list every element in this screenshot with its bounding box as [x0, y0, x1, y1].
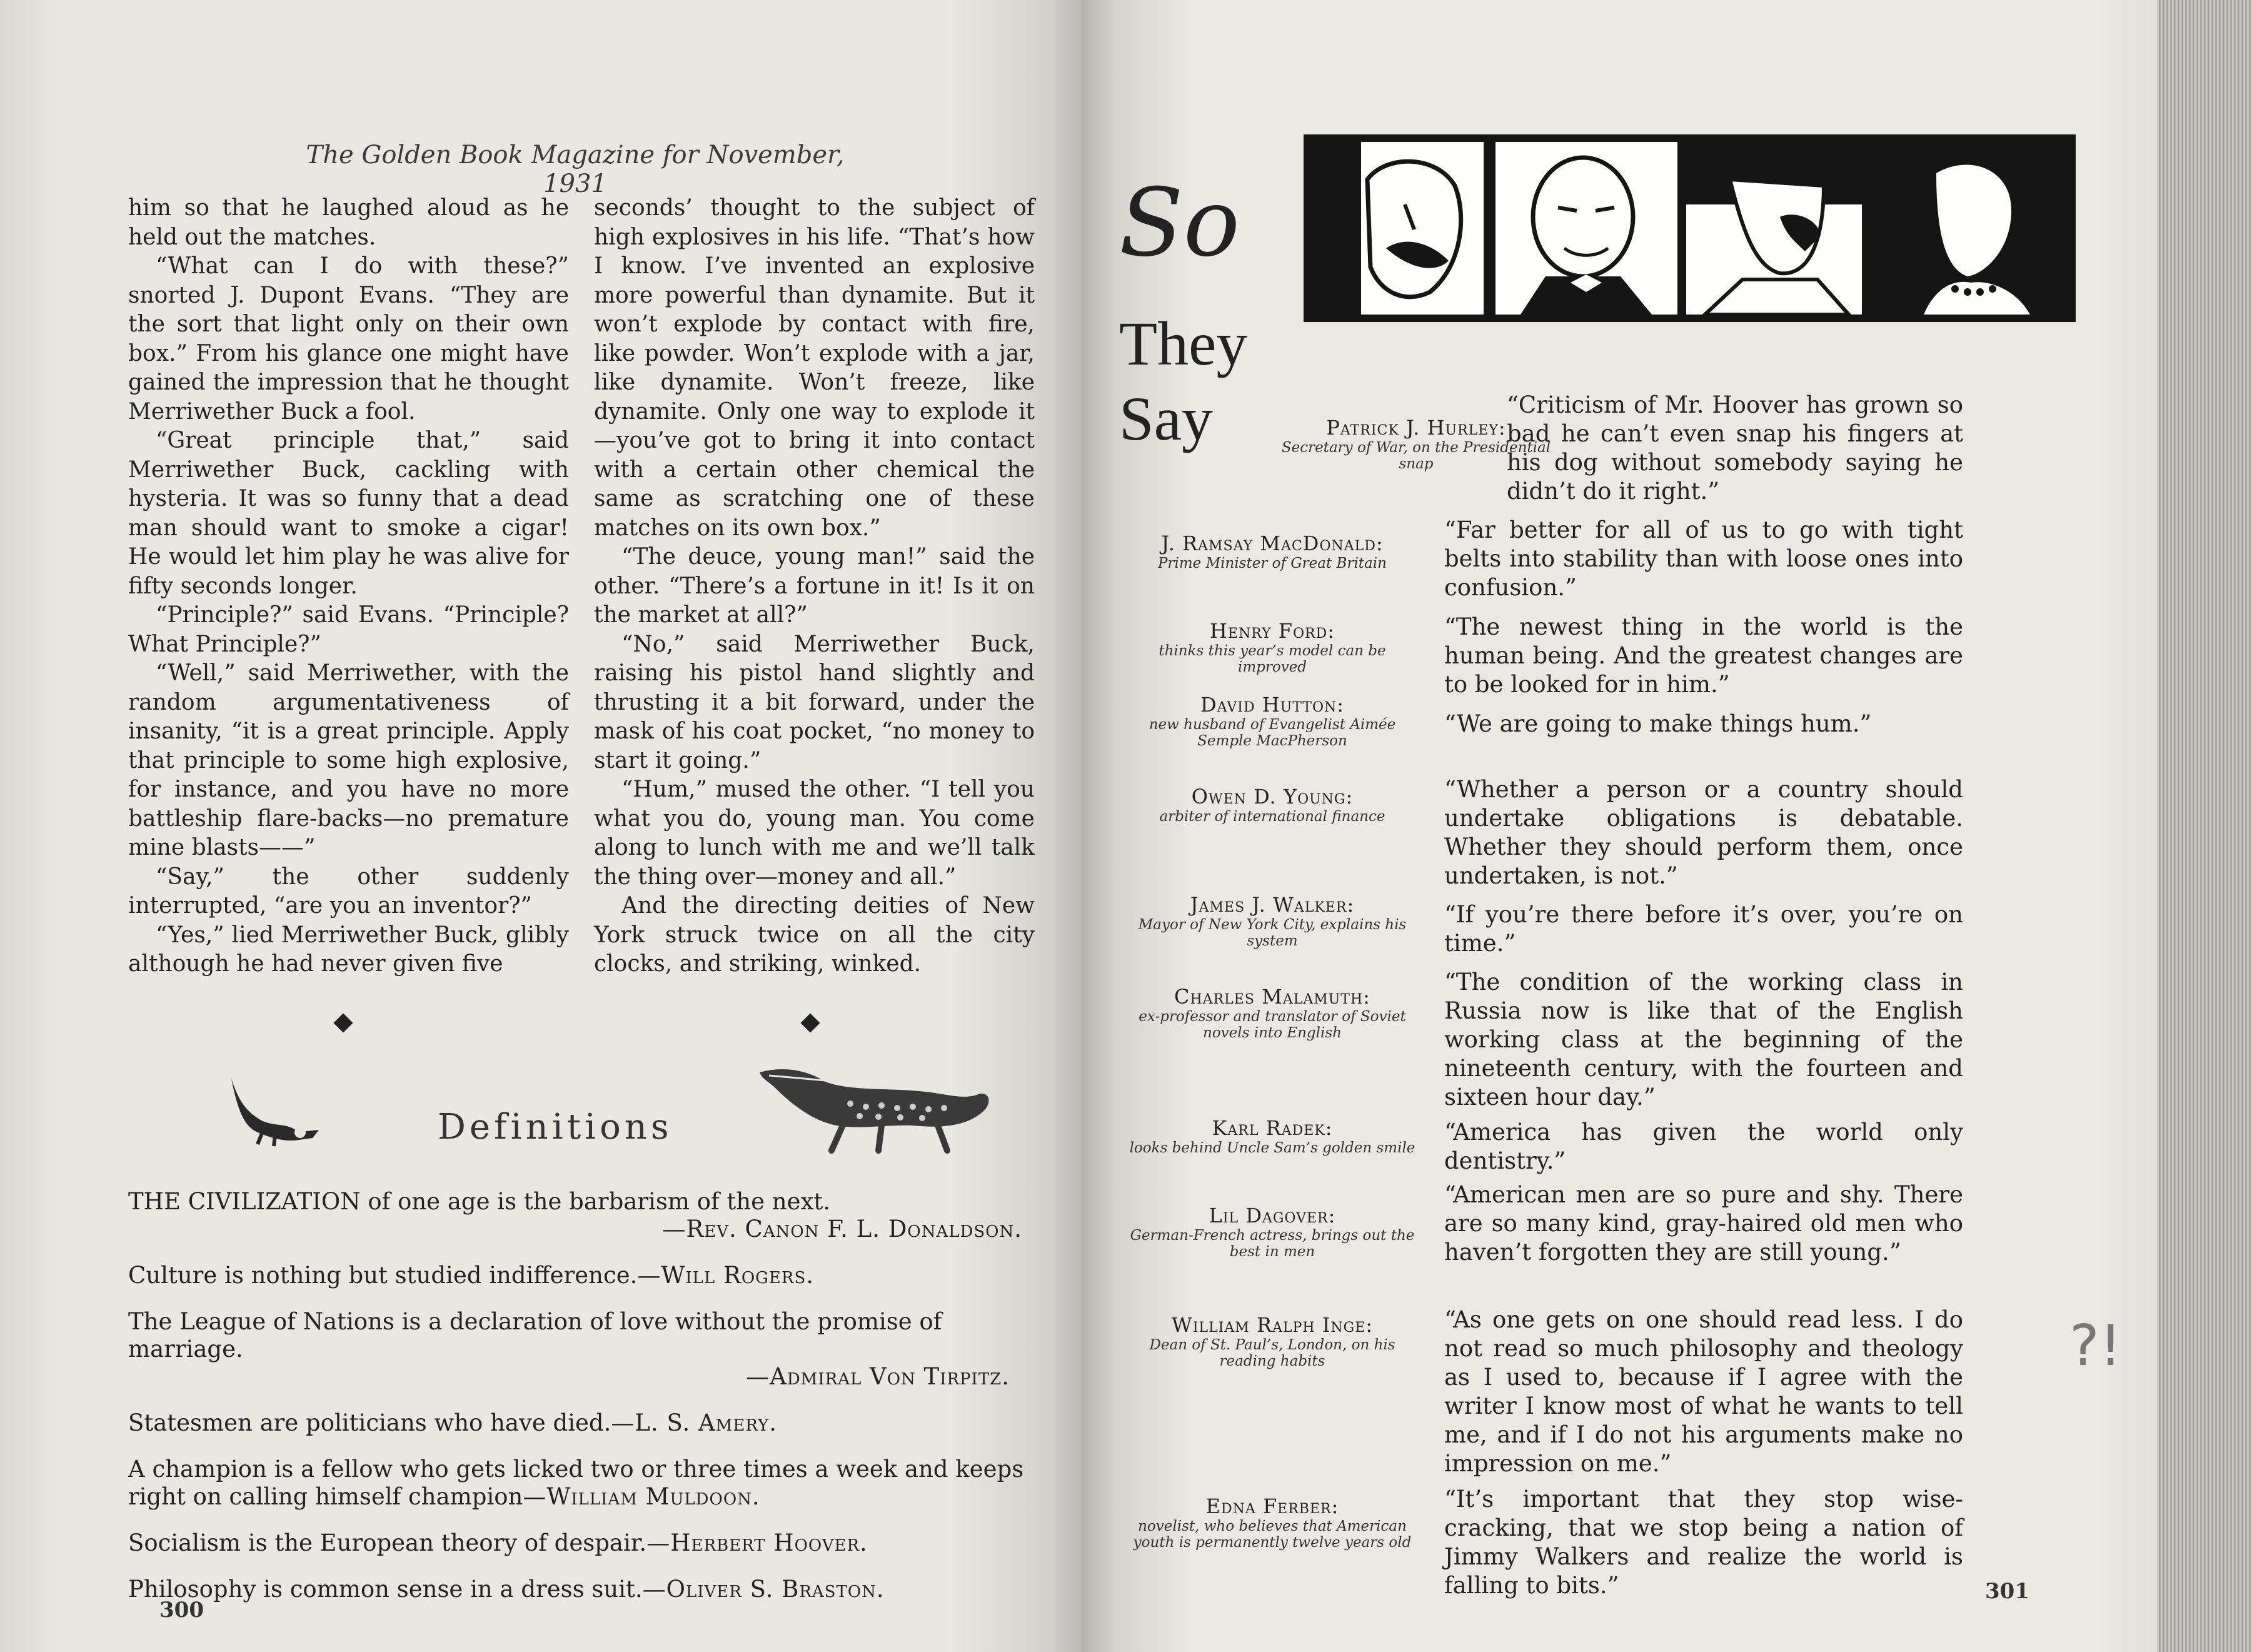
- running-head: The Golden Book Magazine for November, 1931: [306, 141, 845, 198]
- speaker-description: Secretary of War, on the Presidential snap: [1281, 440, 1551, 472]
- paragraph: “Principle?” said Evans. “Principle? What Principle?”: [128, 602, 569, 657]
- speaker-description: new husband of Evangelist Aimée Semple MacPherson: [1149, 717, 1396, 749]
- definition-attribution: —Rev. Canon F. L. Donaldson.: [662, 1216, 1022, 1242]
- speaker-name-text: Lil Dagover:: [1209, 1204, 1336, 1227]
- definition-text: The League of Nations is a declaration of love without the promise of marriage.: [128, 1308, 942, 1362]
- speaker-name: [1125, 1204, 1419, 1260]
- definition-attribution: —William Muldoon.: [523, 1483, 760, 1510]
- speaker-description: German-French actress, brings out the best in men: [1130, 1227, 1415, 1260]
- definition-text: Statesmen are politicians who have died.: [128, 1409, 611, 1436]
- speaker-name: [1125, 693, 1419, 749]
- section-title-so: So: [1119, 169, 1240, 278]
- definitions-list: [128, 1188, 1035, 1622]
- page-number: 301: [1985, 1579, 2029, 1604]
- speaker-name-text: William Ralph Inge:: [1171, 1313, 1374, 1337]
- speaker-name-text: Charles Malamuth:: [1174, 985, 1370, 1009]
- definition-text: Culture is nothing but studied indifference.: [128, 1262, 638, 1289]
- quote-text: “Criticism of Mr. Hoover has grown so bad he can’t even snap his fingers at his dog without somebody saying he didn’t do it right.”: [1507, 391, 1963, 505]
- speaker-name-text: Edna Ferber:: [1205, 1494, 1339, 1518]
- quote-text: “Whether a person or a country should undertake obligations is debatable. Whether they should perform them, once undertaken, is not.”: [1444, 776, 1963, 889]
- dog-illustration-icon: [225, 1072, 325, 1147]
- paragraph: “Hum,” mused the other. “I tell you what you do, young man. You come along to lunch with me and we’ll talk the thing over—money and all.”: [594, 777, 1035, 890]
- quote-text: “If you’re there before it’s over, you’re on time.”: [1444, 901, 1963, 957]
- speaker-description: Prime Minister of Great Britain: [1158, 555, 1387, 572]
- speaker-description: ex-professor and translator of Soviet novels into English: [1139, 1009, 1406, 1041]
- quote-text: “The newest thing in the world is the human being. And the greatest changes are to be looked for in him.”: [1444, 613, 1963, 698]
- speaker-name-text: J. Ramsay MacDonald:: [1161, 531, 1384, 555]
- quote-text: “We are going to make things hum.”: [1444, 710, 1872, 737]
- story-column-2: [594, 194, 1035, 979]
- speaker-description: looks behind Uncle Sam’s golden smile: [1129, 1140, 1415, 1156]
- definition-attribution: —Will Rogers.: [637, 1262, 815, 1289]
- speaker-name: [1125, 893, 1419, 949]
- story-column-1: [128, 194, 569, 979]
- speaker-name: [1125, 531, 1419, 572]
- definition-attribution: —Herbert Hoover.: [646, 1529, 868, 1556]
- speaker-description: thinks this year’s model can be improved: [1159, 643, 1386, 675]
- definition-text: Philosophy is common sense in a dress suit.: [128, 1576, 643, 1603]
- definition-lead: THE CIVILIZATION: [128, 1188, 361, 1215]
- portrait-caricature-icon: [1679, 134, 1869, 322]
- quote-text: “America has given the world only dentistry.”: [1444, 1119, 1963, 1174]
- speaker-name-text: Patrick J. Hurley:: [1326, 416, 1506, 440]
- definition-text: of one age is the barbarism of the next.: [360, 1188, 831, 1215]
- paragraph: “The deuce, young man!” said the other. “There’s a fortune in it! Is it on the market at all?”: [594, 544, 1035, 628]
- quote-text: “Far better for all of us to go with tight belts into stability than with loose ones into confusion.”: [1444, 516, 1963, 601]
- speaker-name-text: Karl Radek:: [1212, 1116, 1333, 1140]
- paragraph: “Well,” said Merriwether, with the random argumentativeness of insanity, “it is a great principle. Apply that principle to some high explosive, for instance, and you have no more battleship flare-backs—no premature mine blasts——”: [128, 660, 569, 860]
- quote-text: “It’s important that they stop wise-cracking, that we stop being a nation of Jimmy Walkers and realize the world is falling to bits.”: [1444, 1486, 1963, 1599]
- definition-item: [128, 1262, 1035, 1289]
- speaker-name: [1125, 785, 1419, 825]
- paragraph: And the directing deities of New York struck twice on all the city clocks, and striking, winked.: [594, 893, 1035, 977]
- definition-attribution: —Oliver S. Braston.: [642, 1576, 885, 1603]
- portrait-caricature-icon: [1304, 134, 1491, 322]
- quote-text: “As one gets on one should read less. I do not read so much philosophy and theology as I used to, because if I agree with the writer I know most of what he wants to tell me, and if I do not his arguments make no impression on me.”: [1444, 1306, 1963, 1477]
- definition-item: [128, 1529, 1035, 1557]
- paragraph: “Yes,” lied Merriwether Buck, glibly although he had never given five: [128, 922, 569, 977]
- handwritten-margin-note: ?!: [2069, 1313, 2122, 1379]
- definitions-title: Definitions: [438, 1107, 673, 1147]
- paragraph: “Great principle that,” said Merriwether Buck, cackling with hysteria. It was so funny that a dead man should want to smoke a cigar! He would let him play he was alive for fifty seconds longer.: [128, 428, 569, 599]
- speaker-name-text: David Hutton:: [1200, 693, 1345, 717]
- speaker-name-text: Henry Ford:: [1209, 619, 1335, 643]
- portrait-caricature-icon: [1488, 134, 1685, 322]
- speaker-description: Mayor of New York City, explains his system: [1138, 917, 1407, 949]
- speaker-name: [1125, 619, 1419, 675]
- page-number: 300: [159, 1598, 204, 1623]
- book-page-edges: [2157, 0, 2252, 1652]
- speaker-description: arbiter of international finance: [1159, 808, 1385, 825]
- paragraph: “No,” said Merriwether Buck, raising his pistol hand slightly and thrusting it a bit forward, under the mask of his coat pocket, “no money to start it going.”: [594, 631, 1035, 773]
- speaker-name: [1125, 1116, 1419, 1156]
- definition-item: [128, 1409, 1035, 1437]
- left-page: [0, 0, 1082, 1652]
- speaker-name: [1125, 1494, 1419, 1551]
- definition-text: Socialism is the European theory of despair.: [128, 1529, 647, 1556]
- definition-item: [128, 1308, 1035, 1391]
- quote-text: “The condition of the working class in Russia now is like that of the English working class at the beginning of the nineteenth century, with the fourteen and sixteen hour day.”: [1444, 969, 1963, 1111]
- paragraph: “What can I do with these?” snorted J. Dupont Evans. “They are the sort that light only on their own box.” From his glance one might have gained the impression that he thought Merriwether Buck a fool.: [128, 253, 569, 425]
- definition-item: [128, 1456, 1035, 1511]
- definition-item: [128, 1576, 1035, 1603]
- section-title-say: Say: [1119, 384, 1213, 453]
- definition-attribution: —Admiral Von Tirpitz.: [746, 1363, 1010, 1390]
- speaker-name-text: Owen D. Young:: [1191, 785, 1354, 808]
- right-page: [1082, 0, 2188, 1652]
- diamond-ornament-icon: [800, 1013, 820, 1032]
- section-title-they: They: [1119, 309, 1248, 378]
- speaker-name: [1125, 985, 1419, 1041]
- speaker-name-text: James J. Walker:: [1190, 893, 1355, 917]
- diamond-ornament-icon: [333, 1013, 353, 1032]
- speaker-description: novelist, who believes that American youth is permanently twelve years old: [1133, 1518, 1412, 1551]
- definition-item: [128, 1188, 1035, 1243]
- speaker-description: Dean of St. Paul’s, London, on his reading habits: [1149, 1337, 1395, 1369]
- quote-text: “American men are so pure and shy. There are so many kind, gray-haired old men who haven’t forgotten they are still young.”: [1444, 1181, 1963, 1266]
- definition-attribution: —L. S. Amery.: [611, 1409, 778, 1436]
- speaker-name: [1125, 1313, 1419, 1369]
- definition-text: A champion is a fellow who gets licked two or three times a week and keeps right on calling himself champion: [128, 1456, 1024, 1510]
- alligator-illustration-icon: [757, 1057, 994, 1157]
- paragraph: “Say,” the other suddenly interrupted, “are you an inventor?”: [128, 864, 569, 919]
- portrait-caricature-icon: [1866, 134, 2076, 322]
- paragraph: seconds’ thought to the subject of high explosives in his life. “That’s how I know. I’ve invented an explosive more powerful than dynamite. But it won’t explode by contact with fire, like powder. Won’t explode with a jar, like dynamite. Won’t freeze, like dynamite. Only one way to explode it—you’ve got to bring it into contact with a certain other chemical the same as scratching one of these matches on its own box.”: [594, 195, 1035, 541]
- paragraph: him so that he laughed aloud as he held out the matches.: [128, 195, 569, 250]
